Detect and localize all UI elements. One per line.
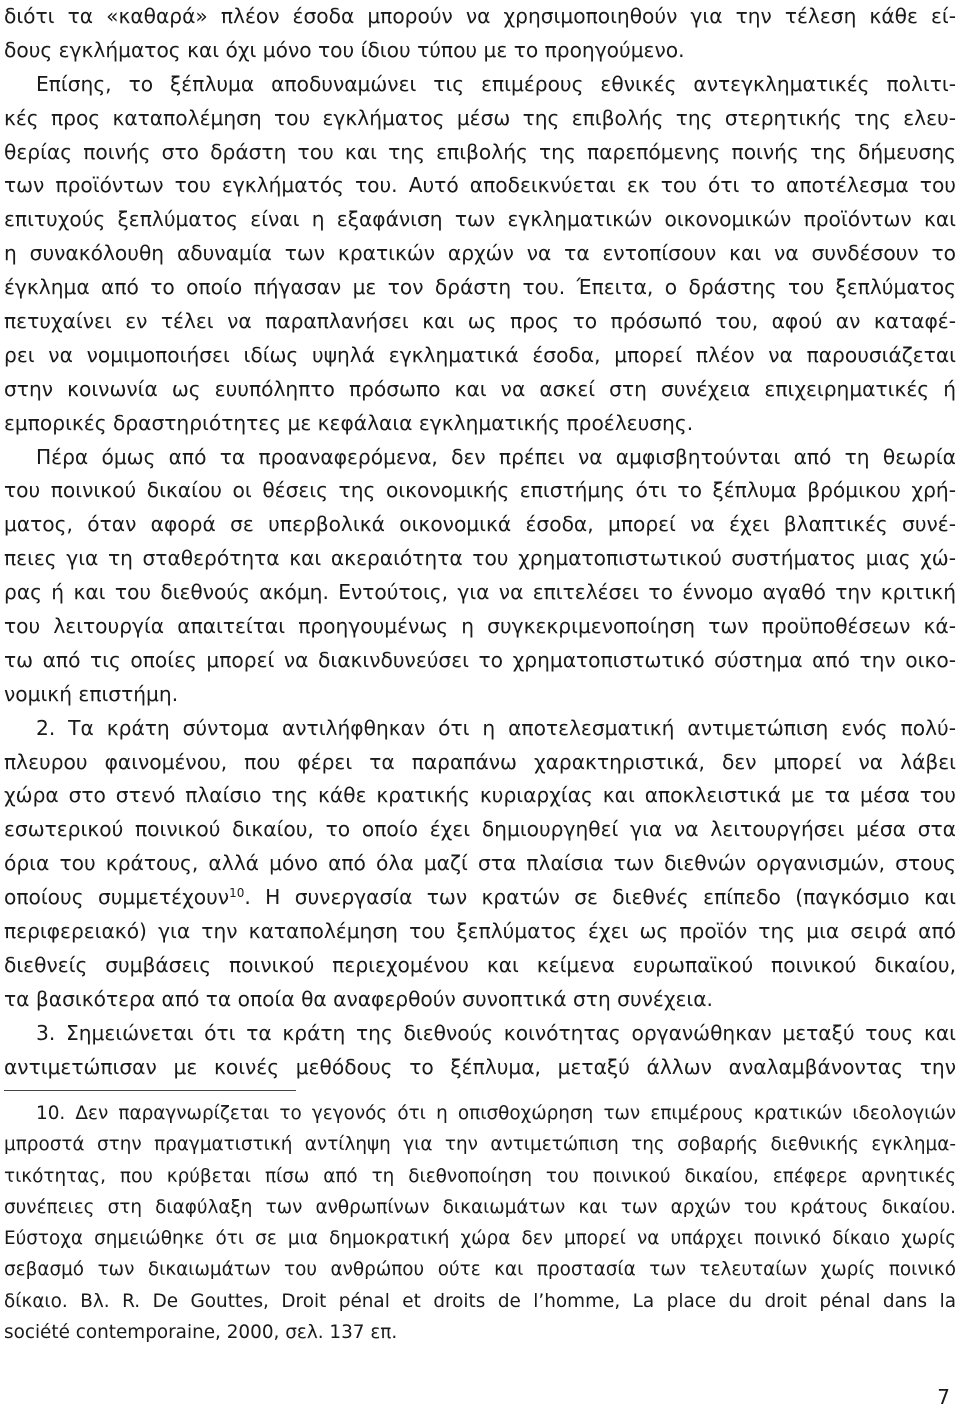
body-line: δους εγκλήματος και όχι μόνο του ίδιου τύπου με το προηγούμενο. [4,37,685,62]
body-line: Πέρα όμως από τα προαναφερόμενα, δεν πρέπει να αμφισβητούνται από τη θεωρία [36,444,956,469]
body-line: εμπορικές δραστηριότητες με κεφάλαια εγκληματικής προέλευσης. [4,410,694,435]
body-line: αντιμετώπισαν με κοινές μεθόδους το ξέπλυμα, μεταξύ άλλων αναλαμβάνοντας την [4,1054,956,1079]
footnote-line: μπροστά στην πραγματιστική αντίληψη για την αντιμετώπιση της σοβαρής διεθνικής εγκλημα- [4,1134,956,1156]
footnote-reference[interactable]: 10 [229,886,245,901]
body-line: εσωτερικού ποινικού δικαίου, το οποίο έχει δημιουργηθεί για να λειτουργήσει μέσα στα [4,817,956,842]
footnote-line: δίκαιο. Βλ. R. De Gouttes, Droit pénal et droits de l’homme, La place du droit pénal dans la [4,1290,956,1312]
body-line: πετυχαίνει εν τέλει να παραπλανήσει και ως προς το πρόσωπό του, αφού αν καταφέ- [4,309,956,334]
body-line: πειες για τη σταθερότητα και ακεραιότητα του χρηματοπιστωτικού συστήματος μιας χώ- [4,546,956,571]
footnote-line: 10. Δεν παραγνωρίζεται το γεγονός ότι η οπισθοχώρηση των επιμέρους κρατικών ιδεολογιών [36,1103,956,1124]
body-line: του λειτουργία απαιτείται προηγουμένως η συγκεκριμενοποίηση των προϋποθέσεων κά- [4,614,956,639]
body-line: του ποινικού δικαίου οι θέσεις της οικονομικής επιστήμης ότι το ξέπλυμα βρόμικου χρή- [4,478,956,503]
body-line: η συνακόλουθη αδυναμία των κρατικών αρχών να τα εντοπίσουν και να συνδέσουν το [4,241,956,266]
body-line: στην κοινωνία ως ευυπόληπτο πρόσωπο και να ασκεί στη συνέχεια επιχειρηματικές ή [4,376,956,401]
footnote-divider [4,1090,296,1091]
footnote-line: société contemporaine, 2000, σελ. 137 επ. [4,1322,398,1344]
body-line: χώρα στο στενό πλαίσιο της κάθε κρατικής κυριαρχίας και αποκλειστικά με τα μέσα του [4,783,956,808]
body-line: περιφερειακό) για την καταπολέμηση του ξεπλύματος έχει ως προϊόν της μια σειρά από [4,919,956,944]
body-line: τω από τις οποίες μπορεί να διακινδυνεύσει το χρηματοπιστωτικό σύστημα από την οικο- [4,647,956,672]
body-line: Επίσης, το ξέπλυμα αποδυναμώνει τις επιμέρους εθνικές αντεγκληματικές πολιτι- [36,71,956,96]
footnote-line: συνέπειες στη διαφύλαξη των ανθρωπίνων δικαιωμάτων και των αρχών του κράτους δικαίου. [4,1196,956,1218]
footnote-line: Εύστοχα σημειώθηκε ότι σε μια δημοκρατική χώρα δεν μπορεί να υπάρχει ποινικό δίκαιο χωρίς [4,1228,956,1250]
body-line: επιτυχούς ξεπλύματος είναι η εξαφάνιση των εγκληματικών οικονομικών προϊόντων και [4,207,956,232]
body-line: έγκλημα από το οποίο πήγασαν με τον δράστη του. Έπειτα, ο δράστης του ξεπλύματος [4,275,956,300]
main-text [4,0,956,1085]
body-line: 2. Τα κράτη σύντομα αντιλήφθηκαν ότι η αποτελεσματική αντιμετώπιση ενός πολύ- [36,715,956,740]
body-line: κές προς καταπολέμηση του εγκλήματος μέσω της επιβολής της στερητικής της ελευ- [4,105,956,130]
body-line-with-footnote-ref [4,881,956,915]
footnote-line: τικότητας, που κρύβεται πίσω από τη διεθνοποίηση του ποινικού δικαίου, επέφερε αρνητικές [4,1165,956,1187]
footnote-line: σεβασμό των δικαιωμάτων του ανθρώπου ούτε και προστασία των τελευταίων χωρίς ποινικό [4,1259,956,1281]
body-line: διότι τα «καθαρά» πλέον έσοδα μπορούν να χρησιμοποιηθούν για την τέλεση κάθε εί- [4,4,956,28]
body-line: των προϊόντων του εγκλήματός του. Αυτό αποδεικνύεται εκ του ότι το αποτέλεσμα του [4,173,956,198]
body-line-start: οποίους συμμετέχουν [4,885,230,910]
body-line: πλευρου φαινομένου, που φέρει τα παραπάνω χαρακτηριστικά, δεν μπορεί να λάβει [4,749,956,774]
body-line: όρια του κράτους, αλλά μόνο από όλα μαζί στα πλαίσια των διεθνών οργανισμών, στους [4,851,956,876]
body-line: διεθνείς συμβάσεις ποινικού περιεχομένου και κείμενα ευρωπαϊκού ποινικού δικαίου, [4,952,956,977]
body-line: ρας ή και του διεθνούς ακόμη. Εντούτοις, για να επιτελέσει το έννομο αγαθό την κριτική [4,580,956,605]
body-line: θερίας ποινής στο δράστη του και της επιβολής της παρεπόμενης ποινής της δήμευσης [4,139,956,164]
body-line: ματος, όταν αφορά σε υπερβολικά οικονομικά έσοδα, μπορεί να έχει βλαπτικές συνέ- [4,512,956,537]
body-line: 3. Σημειώνεται ότι τα κράτη της διεθνούς κοινότητας οργανώθηκαν μεταξύ τους και [36,1020,956,1045]
page-number: 7 [937,1385,950,1409]
body-line: τα βασικότερα από τα οποία θα αναφερθούν συνοπτικά στη συνέχεια. [4,986,713,1011]
footnotes [4,1098,956,1348]
body-line-end: . Η συνεργασία των κρατών σε διεθνές επίπεδο (παγκόσμιο και [244,885,956,910]
body-line: νομική επιστήμη. [4,681,179,706]
page [4,0,956,1085]
body-line: ρει να νομιμοποιήσει ιδίως υψηλά εγκληματικά έσοδα, μπορεί πλέον να παρουσιάζεται [4,342,956,367]
